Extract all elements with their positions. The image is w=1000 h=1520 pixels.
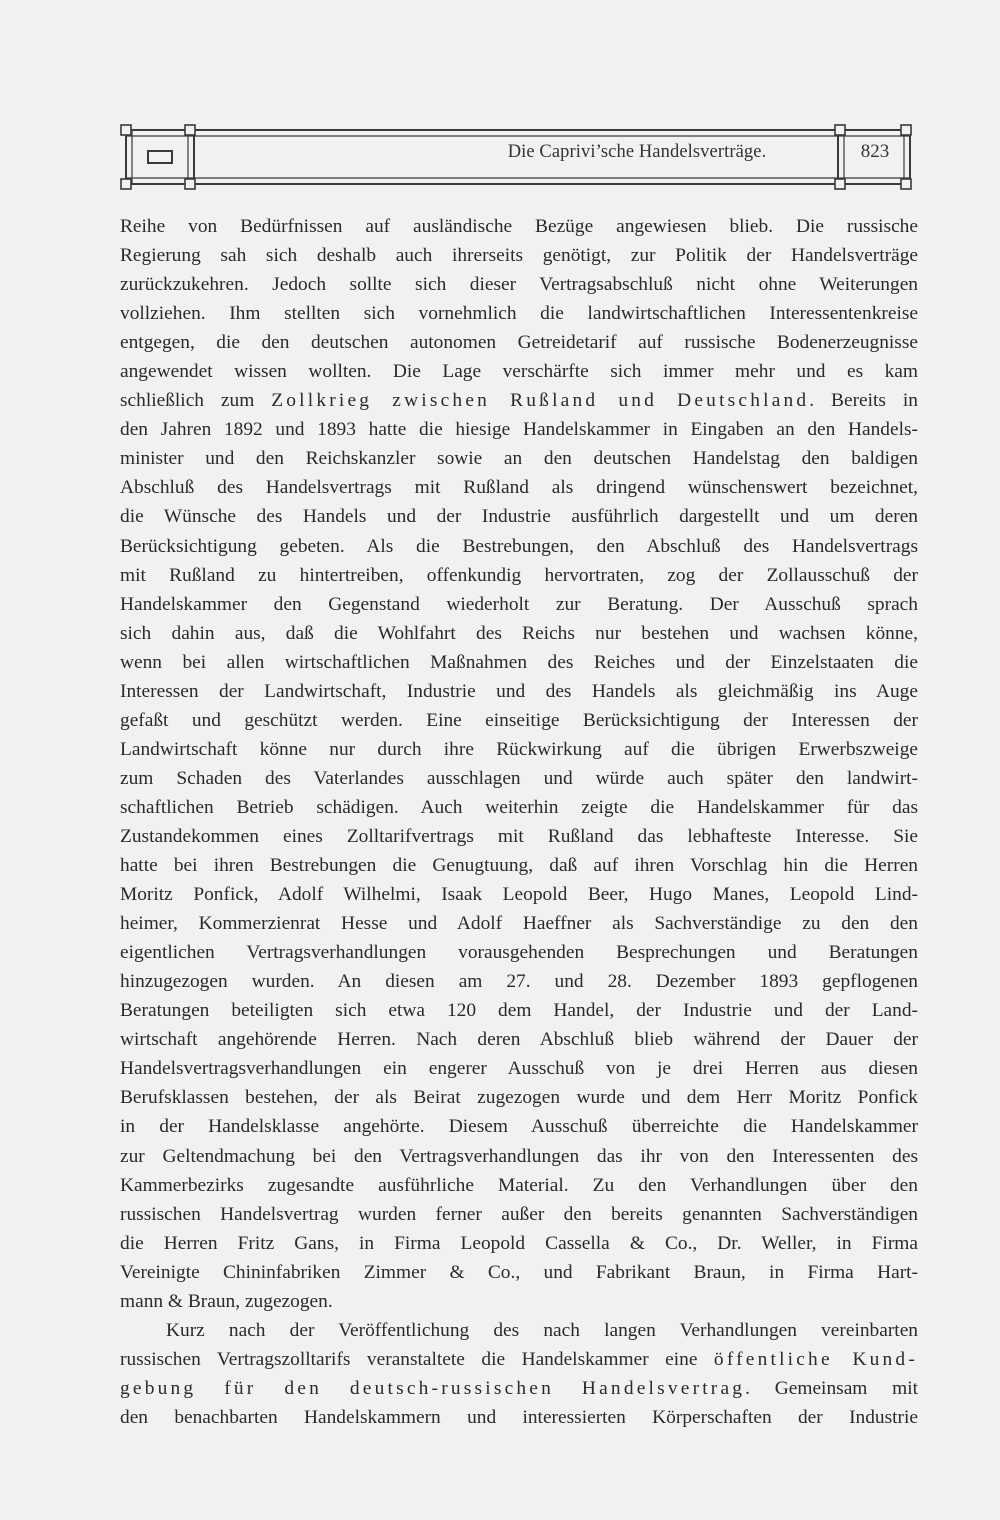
- text-run: . Bereits in: [809, 390, 918, 412]
- text-run: . Gemeinsam mit: [745, 1377, 918, 1399]
- text-run: zur Geltendmachung bei den Vertragsverhandlungen das ihr von den Interessenten des: [120, 1145, 918, 1167]
- running-title: Die Caprivi’sche Handelsverträge.: [507, 142, 767, 162]
- spaced-emphasis: gebung für den deutsch-russischen Handelsvertrag: [120, 1377, 746, 1399]
- text-line: [120, 996, 918, 1025]
- text-line: [120, 1229, 918, 1258]
- body-text: [120, 212, 918, 1432]
- text-line: [120, 880, 918, 909]
- text-run: Landwirtschaft könne nur durch ihre Rückwirkung auf die übrigen Erwerbszweige: [120, 738, 918, 760]
- text-line: [120, 386, 918, 415]
- text-run: Kurz nach der Veröffentlichung des nach langen Verhandlungen vereinbarten: [166, 1319, 918, 1341]
- text-line: [120, 241, 918, 270]
- text-line: [120, 502, 918, 531]
- text-run: entgegen, die den deutschen autonomen Getreidetarif auf russische Bodenerzeugnisse: [120, 332, 918, 354]
- text-line: [120, 561, 918, 590]
- text-run: wirtschaft angehörende Herren. Nach deren Abschluß blieb während der Dauer der: [120, 1029, 918, 1051]
- text-run: heimer, Kommerzienrat Hesse und Adolf Haeffner als Sachverständige zu den den: [120, 913, 918, 935]
- text-line: [120, 1171, 918, 1200]
- text-run: Interessen der Landwirtschaft, Industrie und des Handels als gleichmäßig ins Auge: [120, 680, 918, 702]
- text-line: [120, 967, 918, 996]
- text-line: [120, 1054, 918, 1083]
- running-header: [120, 124, 916, 190]
- text-run: Zustandekommen eines Zolltarifvertrags mit Rußland das lebhafteste Interesse. Sie: [120, 825, 918, 847]
- text-line: [120, 415, 918, 444]
- text-run: mit Rußland zu hintertreiben, offenkundig hervortraten, zog der Zollausschuß der: [120, 564, 918, 586]
- text-line: [120, 444, 918, 473]
- text-run: zurückzukehren. Jedoch sollte sich dieser Vertragsabschluß nicht ohne Weiterungen: [120, 274, 918, 296]
- text-run: Berücksichtigung gebeten. Als die Bestrebungen, den Abschluß des Handelsvertrags: [120, 535, 918, 557]
- text-line: [120, 822, 918, 851]
- text-line: [120, 357, 918, 386]
- text-line: [120, 328, 918, 357]
- text-run: hatte bei ihren Bestrebungen die Genugtuung, daß auf ihren Vorschlag hin die Herren: [120, 855, 918, 877]
- spaced-emphasis: Zollkrieg zwischen Rußland und Deutschland: [271, 390, 810, 412]
- text-line: [120, 677, 918, 706]
- text-run: wenn bei allen wirtschaftlichen Maßnahmen des Reiches und der Einzelstaaten die: [120, 651, 918, 673]
- text-line: [120, 793, 918, 822]
- text-line: [120, 1200, 918, 1229]
- text-run: Reihe von Bedürfnissen auf ausländische Bezüge angewiesen blieb. Die russische: [120, 216, 918, 237]
- text-run: Beratungen beteiligten sich etwa 120 dem Handel, der Industrie und der Land-: [120, 1000, 918, 1022]
- text-run: vollziehen. Ihm stellten sich vornehmlich die landwirtschaftlichen Interessentenkreise: [120, 303, 918, 325]
- text-run: die Herren Fritz Gans, in Firma Leopold Cassella & Co., Dr. Weller, in Firma: [120, 1232, 918, 1254]
- text-run: schaftlichen Betrieb schädigen. Auch weiterhin zeigte die Handelskammer für das: [120, 796, 918, 818]
- text-line: [120, 590, 918, 619]
- text-run: schließlich zum: [120, 390, 272, 412]
- page-number: 823: [860, 141, 890, 162]
- text-line: [120, 1316, 918, 1345]
- text-line: [120, 1258, 918, 1287]
- text-line: [120, 619, 918, 648]
- text-run: Berufsklassen bestehen, der als Beirat zugezogen wurde und dem Herr Moritz Ponfick: [120, 1087, 918, 1109]
- text-line: [120, 473, 918, 502]
- text-run: in der Handelsklasse angehörte. Diesem Ausschuß überreichte die Handelskammer: [120, 1116, 918, 1138]
- text-run: mann & Braun, zugezogen.: [120, 1290, 333, 1312]
- text-run: Handelskammer den Gegenstand wiederholt zur Beratung. Der Ausschuß sprach: [120, 593, 918, 615]
- text-line: [120, 1083, 918, 1112]
- text-run: russischen Handelsvertrag wurden ferner außer den bereits genannten Sachverständigen: [120, 1203, 918, 1225]
- text-line: [120, 299, 918, 328]
- text-run: zum Schaden des Vaterlandes ausschlagen und würde auch später den landwirt-: [120, 767, 918, 789]
- text-run: Abschluß des Handelsvertrags mit Rußland als dringend wünschenswert bezeichnet,: [120, 477, 918, 499]
- text-line: [120, 1025, 918, 1054]
- text-line: [120, 706, 918, 735]
- text-line: [120, 270, 918, 299]
- text-run: Moritz Ponfick, Adolf Wilhelmi, Isaak Leopold Beer, Hugo Manes, Leopold Lind-: [120, 884, 918, 906]
- text-run: Handelsvertragsverhandlungen ein engerer Ausschuß von je drei Herren aus diesen: [120, 1058, 918, 1080]
- text-line: [120, 1374, 918, 1403]
- text-run: Vereinigte Chininfabriken Zimmer & Co., und Fabrikant Braun, in Firma Hart-: [120, 1261, 918, 1283]
- text-run: minister und den Reichskanzler sowie an den deutschen Handelstag den baldigen: [120, 448, 918, 470]
- text-run: sich dahin aus, daß die Wohlfahrt des Reichs nur bestehen und wachsen könne,: [120, 622, 918, 644]
- text-line: [120, 1345, 918, 1374]
- text-line: [120, 938, 918, 967]
- text-run: die Wünsche des Handels und der Industrie ausführlich dargestellt und um deren: [120, 506, 918, 528]
- text-line: [120, 532, 918, 561]
- text-run: gefaßt und geschützt werden. Eine einseitige Berücksichtigung der Interessen der: [120, 709, 918, 731]
- text-run: angewendet wissen wollten. Die Lage verschärfte sich immer mehr und es kam: [120, 361, 918, 383]
- text-line: [120, 1112, 918, 1141]
- text-line: [120, 648, 918, 677]
- text-line: [120, 1142, 918, 1171]
- text-line: [120, 1403, 918, 1432]
- text-run: den Jahren 1892 und 1893 hatte die hiesige Handelskammer in Eingaben an den Handels-: [120, 419, 918, 441]
- text-line: [120, 1287, 918, 1316]
- text-run: Kammerbezirks zugesandte ausführliche Material. Zu den Verhandlungen über den: [120, 1174, 918, 1196]
- text-run: Regierung sah sich deshalb auch ihrerseits genötigt, zur Politik der Handelsverträge: [120, 245, 918, 267]
- text-line: [120, 764, 918, 793]
- text-line: [120, 851, 918, 880]
- text-line: [120, 735, 918, 764]
- text-run: russischen Vertragszolltarifs veranstaltete die Handelskammer eine: [120, 1348, 714, 1370]
- text-line: [120, 212, 918, 241]
- text-run: den benachbarten Handelskammern und interessierten Körperschaften der Industrie: [120, 1406, 918, 1428]
- spaced-emphasis: öffentliche Kund-: [713, 1348, 918, 1370]
- text-line: [120, 909, 918, 938]
- text-run: eigentlichen Vertragsverhandlungen vorausgehenden Besprechungen und Beratungen: [120, 942, 918, 964]
- text-run: hinzugezogen wurden. An diesen am 27. und 28. Dezember 1893 gepflogenen: [120, 971, 918, 993]
